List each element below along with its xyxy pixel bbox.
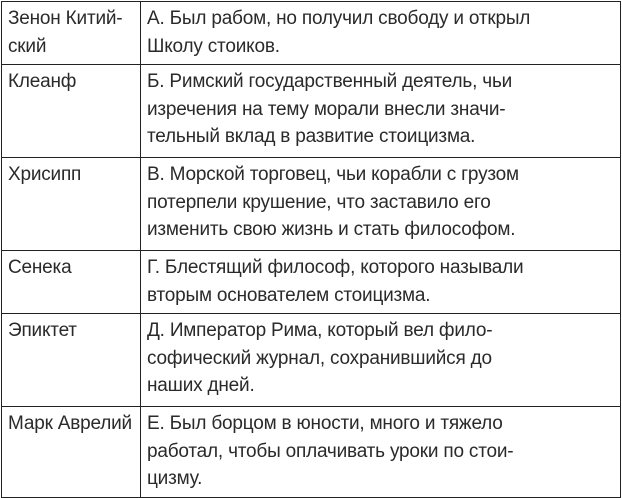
philosopher-name-cell bbox=[2, 251, 141, 314]
philosopher-name-cell bbox=[2, 65, 141, 158]
description-cell bbox=[141, 314, 621, 407]
table-row bbox=[2, 251, 621, 314]
description-line: софический журнал, сохранившийся до bbox=[147, 347, 492, 369]
description-line: А. Был рабом, но получил свободу и открыл bbox=[147, 8, 531, 29]
philosopher-name-cell bbox=[2, 158, 141, 251]
table-row bbox=[2, 314, 621, 407]
philosopher-name-cell bbox=[2, 407, 141, 498]
description-line: работал, чтобы оплачивать уроки по стои- bbox=[147, 440, 514, 462]
description-line: тельный вклад в развитие стоицизма. bbox=[147, 126, 476, 147]
philosopher-name-line: Клеанф bbox=[8, 71, 77, 92]
description-line: Б. Римский государственный деятель, чьи bbox=[147, 71, 513, 92]
description-line: Д. Император Рима, который вел фило- bbox=[147, 320, 493, 341]
description-line: цизму. bbox=[147, 468, 203, 489]
description-line: изменить свою жизнь и стать философом. bbox=[147, 219, 516, 240]
description-line: В. Морской торговец, чьи корабли с грузом bbox=[147, 164, 519, 185]
philosopher-name-line: Марк Аврелий bbox=[8, 413, 132, 434]
philosopher-name-line: ский bbox=[8, 35, 47, 57]
table-row bbox=[2, 2, 621, 65]
description-line: вторым основателем стоицизма. bbox=[147, 284, 431, 306]
description-cell bbox=[141, 251, 621, 314]
description-line: Школу стоиков. bbox=[147, 35, 280, 57]
description-line: наших дней. bbox=[147, 375, 255, 396]
description-cell bbox=[141, 158, 621, 251]
philosopher-name-line: Сенека bbox=[8, 257, 72, 278]
description-line: Е. Был борцом в юности, много и тяжело bbox=[147, 413, 503, 434]
table-row bbox=[2, 158, 621, 251]
philosopher-name-line: Зенон Китий- bbox=[8, 8, 123, 29]
description-cell bbox=[141, 65, 621, 158]
philosophers-matching-table bbox=[1, 1, 621, 498]
description-line: Г. Блестящий философ, которого называли bbox=[147, 257, 524, 278]
description-cell bbox=[141, 407, 621, 498]
philosopher-name-cell bbox=[2, 2, 141, 65]
description-cell bbox=[141, 2, 621, 65]
table-row bbox=[2, 65, 621, 158]
table-row bbox=[2, 407, 621, 498]
philosopher-name-line: Хрисипп bbox=[8, 164, 82, 185]
philosopher-name-line: Эпиктет bbox=[8, 320, 77, 341]
description-line: потерпели крушение, что заставило его bbox=[147, 191, 491, 213]
description-line: изречения на тему морали внесли значи- bbox=[147, 98, 506, 120]
philosopher-name-cell bbox=[2, 314, 141, 407]
